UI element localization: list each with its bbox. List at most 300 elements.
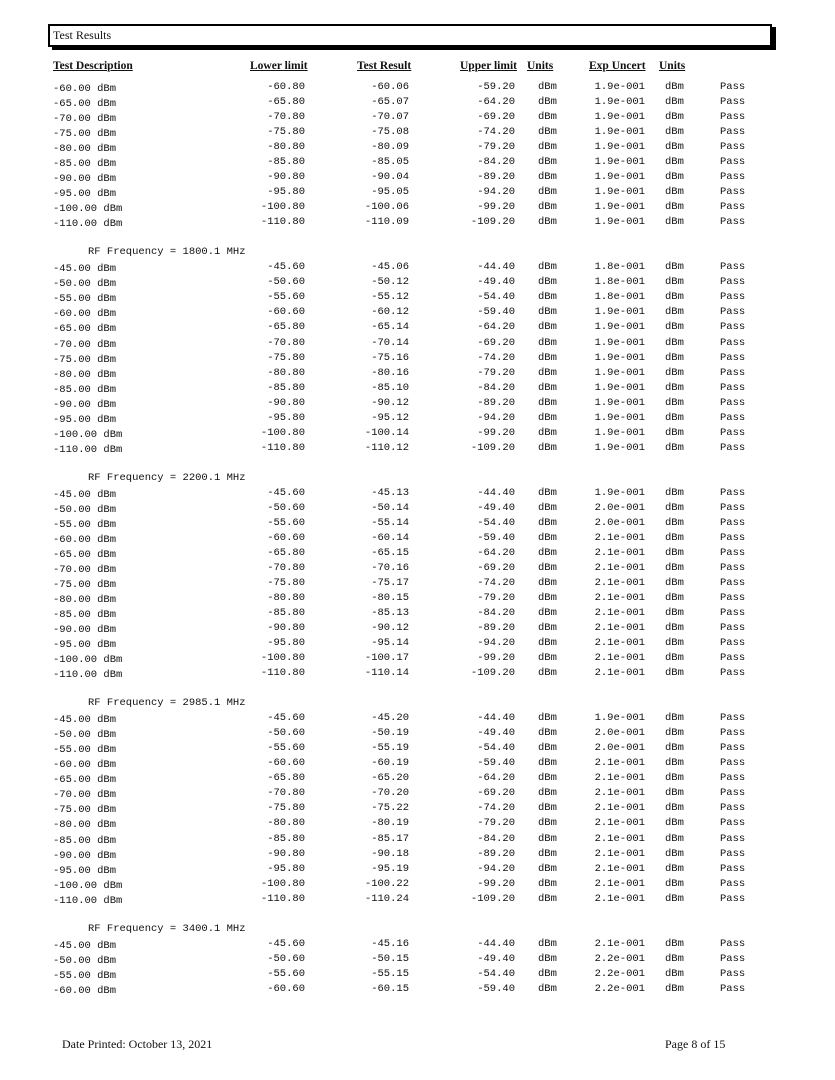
units-cell: dBm [538,727,557,740]
pass-fail-cell: Pass [720,96,746,109]
units-cell: dBm [538,501,557,514]
exp-uncert-cell: 1.9e-001 [594,156,645,169]
units-cell: dBm [538,381,557,394]
upper-limit-cell: -54.40 [477,742,515,755]
lower-limit-cell: -60.60 [267,982,305,995]
table-row [0,832,835,847]
table-row [0,95,835,110]
table-row [0,260,835,275]
description-cell: -80.00 dBm [53,143,117,156]
table-row [0,170,835,185]
rf-frequency-label: RF Frequency = 1800.1 MHz [88,246,246,259]
table-row [0,606,835,621]
exp-uncert-cell: 2.1e-001 [594,802,645,815]
lower-limit-cell: -50.60 [267,501,305,514]
pass-fail-cell: Pass [720,787,746,800]
lower-limit-cell: -75.80 [267,576,305,589]
pass-fail-cell: Pass [720,201,746,214]
upper-limit-cell: -94.20 [477,411,515,424]
units-2-cell: dBm [665,817,684,830]
lower-limit-cell: -65.80 [267,772,305,785]
units-cell: dBm [538,441,557,454]
pass-fail-cell: Pass [720,892,746,905]
units-2-cell: dBm [665,637,684,650]
pass-fail-cell: Pass [720,366,746,379]
table-row [0,666,835,681]
lower-limit-cell: -100.80 [260,426,305,439]
test-result-cell: -90.12 [371,622,409,635]
table-row [0,786,835,801]
pass-fail-cell: Pass [720,396,746,409]
pass-fail-cell: Pass [720,712,746,725]
description-cell: -65.00 dBm [53,98,117,111]
test-result-cell: -45.13 [371,486,409,499]
description-cell: -75.00 dBm [53,804,117,817]
units-cell: dBm [538,892,557,905]
table-row [0,531,835,546]
table-row [0,290,835,305]
test-result-cell: -110.24 [364,892,409,905]
table-row [0,185,835,200]
units-cell: dBm [538,937,557,950]
header-exp-uncert: Exp Uncert [589,60,646,72]
exp-uncert-cell: 2.1e-001 [594,862,645,875]
units-2-cell: dBm [665,652,684,665]
table-row [0,501,835,516]
units-2-cell: dBm [665,276,684,289]
description-cell: -90.00 dBm [53,849,117,862]
exp-uncert-cell: 2.1e-001 [594,607,645,620]
units-cell: dBm [538,291,557,304]
test-result-cell: -65.20 [371,772,409,785]
units-cell: dBm [538,126,557,139]
units-cell: dBm [538,757,557,770]
upper-limit-cell: -59.20 [477,81,515,93]
test-result-cell: -90.04 [371,171,409,184]
lower-limit-cell: -85.80 [267,607,305,620]
units-cell: dBm [538,396,557,409]
lower-limit-cell: -75.80 [267,351,305,364]
test-result-cell: -80.19 [371,817,409,830]
units-2-cell: dBm [665,171,684,184]
pass-fail-cell: Pass [720,832,746,845]
table-row [0,125,835,140]
table-row [0,952,835,967]
pass-fail-cell: Pass [720,351,746,364]
test-result-cell: -50.19 [371,727,409,740]
units-cell: dBm [538,817,557,830]
table-row [0,366,835,381]
table-row [0,982,835,997]
table-row [0,80,835,95]
upper-limit-cell: -69.20 [477,111,515,124]
exp-uncert-cell: 2.1e-001 [594,546,645,559]
upper-limit-cell: -89.20 [477,622,515,635]
lower-limit-cell: -55.60 [267,291,305,304]
exp-uncert-cell: 2.1e-001 [594,622,645,635]
units-cell: dBm [538,201,557,214]
upper-limit-cell: -94.20 [477,862,515,875]
exp-uncert-cell: 2.1e-001 [594,757,645,770]
upper-limit-cell: -109.20 [470,667,515,680]
lower-limit-cell: -110.80 [260,441,305,454]
table-row [0,741,835,756]
units-cell: dBm [538,366,557,379]
units-cell: dBm [538,411,557,424]
lower-limit-cell: -70.80 [267,561,305,574]
units-2-cell: dBm [665,727,684,740]
description-cell: -55.00 dBm [53,744,117,757]
exp-uncert-cell: 1.9e-001 [594,351,645,364]
pass-fail-cell: Pass [720,652,746,665]
units-2-cell: dBm [665,787,684,800]
pass-fail-cell: Pass [720,576,746,589]
description-cell: -85.00 dBm [53,609,117,622]
pass-fail-cell: Pass [720,622,746,635]
exp-uncert-cell: 2.1e-001 [594,787,645,800]
table-row [0,426,835,441]
test-result-cell: -60.15 [371,982,409,995]
test-result-cell: -80.16 [371,366,409,379]
lower-limit-cell: -45.60 [267,261,305,274]
upper-limit-cell: -64.20 [477,772,515,785]
upper-limit-cell: -109.20 [470,441,515,454]
description-cell: -110.00 dBm [53,669,123,682]
description-cell: -55.00 dBm [53,293,117,306]
units-cell: dBm [538,81,557,93]
units-2-cell: dBm [665,336,684,349]
lower-limit-cell: -90.80 [267,622,305,635]
table-row [0,320,835,335]
upper-limit-cell: -69.20 [477,787,515,800]
upper-limit-cell: -99.20 [477,426,515,439]
units-cell: dBm [538,426,557,439]
units-cell: dBm [538,516,557,529]
exp-uncert-cell: 1.9e-001 [594,141,645,154]
description-cell: -110.00 dBm [53,894,123,907]
table-row [0,411,835,426]
table-row [0,591,835,606]
upper-limit-cell: -64.20 [477,546,515,559]
description-cell: -60.00 dBm [53,83,117,95]
description-cell: -65.00 dBm [53,548,117,561]
description-cell: -75.00 dBm [53,128,117,141]
exp-uncert-cell: 2.1e-001 [594,832,645,845]
units-cell: dBm [538,171,557,184]
header-upper-limit: Upper limit [460,60,517,72]
exp-uncert-cell: 2.0e-001 [594,742,645,755]
upper-limit-cell: -94.20 [477,186,515,199]
pass-fail-cell: Pass [720,937,746,950]
upper-limit-cell: -44.40 [477,261,515,274]
pass-fail-cell: Pass [720,967,746,980]
lower-limit-cell: -95.80 [267,186,305,199]
lower-limit-cell: -50.60 [267,727,305,740]
lower-limit-cell: -100.80 [260,877,305,890]
table-row [0,937,835,952]
exp-uncert-cell: 2.1e-001 [594,772,645,785]
description-cell: -110.00 dBm [53,443,123,456]
exp-uncert-cell: 2.1e-001 [594,592,645,605]
units-2-cell: dBm [665,156,684,169]
description-cell: -60.00 dBm [53,759,117,772]
exp-uncert-cell: 2.2e-001 [594,952,645,965]
pass-fail-cell: Pass [720,321,746,334]
test-result-cell: -60.14 [371,531,409,544]
units-2-cell: dBm [665,862,684,875]
description-cell: -90.00 dBm [53,173,117,186]
units-2-cell: dBm [665,516,684,529]
test-result-cell: -75.08 [371,126,409,139]
units-2-cell: dBm [665,216,684,229]
lower-limit-cell: -65.80 [267,546,305,559]
test-result-cell: -45.06 [371,261,409,274]
pass-fail-cell: Pass [720,171,746,184]
description-cell: -95.00 dBm [53,413,117,426]
units-2-cell: dBm [665,802,684,815]
units-2-cell: dBm [665,531,684,544]
pass-fail-cell: Pass [720,952,746,965]
upper-limit-cell: -99.20 [477,652,515,665]
units-cell: dBm [538,952,557,965]
test-result-cell: -110.12 [364,441,409,454]
description-cell: -100.00 dBm [53,654,123,667]
description-cell: -45.00 dBm [53,488,117,501]
table-row [0,381,835,396]
units-2-cell: dBm [665,81,684,93]
exp-uncert-cell: 1.9e-001 [594,201,645,214]
exp-uncert-cell: 2.1e-001 [594,576,645,589]
upper-limit-cell: -79.20 [477,817,515,830]
units-2-cell: dBm [665,742,684,755]
lower-limit-cell: -95.80 [267,637,305,650]
units-cell: dBm [538,261,557,274]
upper-limit-cell: -89.20 [477,171,515,184]
description-cell: -55.00 dBm [53,969,117,982]
test-result-cell: -100.17 [364,652,409,665]
pass-fail-cell: Pass [720,336,746,349]
rf-frequency-label: RF Frequency = 3400.1 MHz [88,922,246,935]
units-2-cell: dBm [665,126,684,139]
lower-limit-cell: -50.60 [267,952,305,965]
exp-uncert-cell: 1.9e-001 [594,216,645,229]
pass-fail-cell: Pass [720,516,746,529]
lower-limit-cell: -80.80 [267,592,305,605]
lower-limit-cell: -65.80 [267,321,305,334]
lower-limit-cell: -100.80 [260,201,305,214]
units-cell: dBm [538,607,557,620]
lower-limit-cell: -90.80 [267,847,305,860]
description-cell: -100.00 dBm [53,428,123,441]
pass-fail-cell: Pass [720,546,746,559]
units-cell: dBm [538,216,557,229]
upper-limit-cell: -59.40 [477,531,515,544]
test-result-cell: -45.16 [371,937,409,950]
description-cell: -55.00 dBm [53,518,117,531]
description-cell: -70.00 dBm [53,338,117,351]
pass-fail-cell: Pass [720,486,746,499]
lower-limit-cell: -85.80 [267,381,305,394]
pass-fail-cell: Pass [720,561,746,574]
units-2-cell: dBm [665,832,684,845]
exp-uncert-cell: 2.0e-001 [594,516,645,529]
test-result-cell: -90.18 [371,847,409,860]
units-2-cell: dBm [665,772,684,785]
pass-fail-cell: Pass [720,727,746,740]
exp-uncert-cell: 1.9e-001 [594,171,645,184]
units-cell: dBm [538,141,557,154]
table-row [0,561,835,576]
lower-limit-cell: -95.80 [267,862,305,875]
units-2-cell: dBm [665,441,684,454]
table-row [0,801,835,816]
upper-limit-cell: -69.20 [477,336,515,349]
units-cell: dBm [538,652,557,665]
units-2-cell: dBm [665,952,684,965]
description-cell: -70.00 dBm [53,789,117,802]
upper-limit-cell: -54.40 [477,967,515,980]
units-2-cell: dBm [665,501,684,514]
pass-fail-cell: Pass [720,531,746,544]
units-2-cell: dBm [665,757,684,770]
units-cell: dBm [538,306,557,319]
units-cell: dBm [538,111,557,124]
units-cell: dBm [538,742,557,755]
pass-fail-cell: Pass [720,982,746,995]
upper-limit-cell: -44.40 [477,486,515,499]
units-cell: dBm [538,576,557,589]
units-cell: dBm [538,862,557,875]
test-result-cell: -95.12 [371,411,409,424]
units-cell: dBm [538,637,557,650]
test-result-cell: -85.10 [371,381,409,394]
units-cell: dBm [538,96,557,109]
units-2-cell: dBm [665,982,684,995]
exp-uncert-cell: 1.9e-001 [594,441,645,454]
upper-limit-cell: -84.20 [477,832,515,845]
pass-fail-cell: Pass [720,156,746,169]
pass-fail-cell: Pass [720,637,746,650]
test-result-cell: -100.14 [364,426,409,439]
lower-limit-cell: -70.80 [267,787,305,800]
units-2-cell: dBm [665,667,684,680]
exp-uncert-cell: 2.1e-001 [594,892,645,905]
upper-limit-cell: -84.20 [477,607,515,620]
pass-fail-cell: Pass [720,742,746,755]
rf-frequency-label: RF Frequency = 2985.1 MHz [88,697,246,710]
test-result-cell: -100.22 [364,877,409,890]
test-result-cell: -80.09 [371,141,409,154]
test-result-cell: -50.14 [371,501,409,514]
section-header [0,696,835,711]
exp-uncert-cell: 1.9e-001 [594,186,645,199]
description-cell: -45.00 dBm [53,939,117,952]
test-result-cell: -75.17 [371,576,409,589]
lower-limit-cell: -45.60 [267,486,305,499]
pass-fail-cell: Pass [720,757,746,770]
units-cell: dBm [538,802,557,815]
description-cell: -75.00 dBm [53,353,117,366]
description-cell: -80.00 dBm [53,819,117,832]
pass-fail-cell: Pass [720,667,746,680]
upper-limit-cell: -49.40 [477,501,515,514]
table-row [0,892,835,907]
table-row [0,155,835,170]
units-2-cell: dBm [665,607,684,620]
section-header [0,922,835,937]
table-row [0,726,835,741]
units-cell: dBm [538,592,557,605]
section-header [0,471,835,486]
pass-fail-cell: Pass [720,802,746,815]
units-2-cell: dBm [665,877,684,890]
units-2-cell: dBm [665,381,684,394]
upper-limit-cell: -94.20 [477,637,515,650]
test-result-cell: -45.20 [371,712,409,725]
description-cell: -50.00 dBm [53,954,117,967]
exp-uncert-cell: 1.9e-001 [594,336,645,349]
lower-limit-cell: -55.60 [267,967,305,980]
exp-uncert-cell: 1.9e-001 [594,712,645,725]
exp-uncert-cell: 1.9e-001 [594,306,645,319]
lower-limit-cell: -80.80 [267,817,305,830]
units-cell: dBm [538,336,557,349]
table-row [0,771,835,786]
units-cell: dBm [538,832,557,845]
pass-fail-cell: Pass [720,607,746,620]
upper-limit-cell: -79.20 [477,592,515,605]
units-2-cell: dBm [665,141,684,154]
upper-limit-cell: -59.40 [477,757,515,770]
description-cell: -90.00 dBm [53,398,117,411]
table-row [0,576,835,591]
lower-limit-cell: -55.60 [267,742,305,755]
pass-fail-cell: Pass [720,111,746,124]
upper-limit-cell: -64.20 [477,96,515,109]
table-row [0,756,835,771]
upper-limit-cell: -64.20 [477,321,515,334]
table-row [0,396,835,411]
exp-uncert-cell: 2.1e-001 [594,937,645,950]
upper-limit-cell: -74.20 [477,126,515,139]
exp-uncert-cell: 1.9e-001 [594,126,645,139]
pass-fail-cell: Pass [720,441,746,454]
upper-limit-cell: -89.20 [477,847,515,860]
description-cell: -90.00 dBm [53,624,117,637]
pass-fail-cell: Pass [720,592,746,605]
table-row [0,110,835,125]
units-cell: dBm [538,877,557,890]
upper-limit-cell: -59.40 [477,982,515,995]
upper-limit-cell: -69.20 [477,561,515,574]
pass-fail-cell: Pass [720,81,746,93]
lower-limit-cell: -110.80 [260,216,305,229]
units-cell: dBm [538,622,557,635]
description-cell: -95.00 dBm [53,864,117,877]
units-cell: dBm [538,982,557,995]
test-result-cell: -55.12 [371,291,409,304]
units-2-cell: dBm [665,712,684,725]
lower-limit-cell: -80.80 [267,366,305,379]
test-result-cell: -70.20 [371,787,409,800]
test-result-cell: -70.07 [371,111,409,124]
lower-limit-cell: -50.60 [267,276,305,289]
upper-limit-cell: -79.20 [477,141,515,154]
description-cell: -85.00 dBm [53,834,117,847]
test-result-cell: -65.15 [371,546,409,559]
test-result-cell: -110.09 [364,216,409,229]
table-row [0,441,835,456]
